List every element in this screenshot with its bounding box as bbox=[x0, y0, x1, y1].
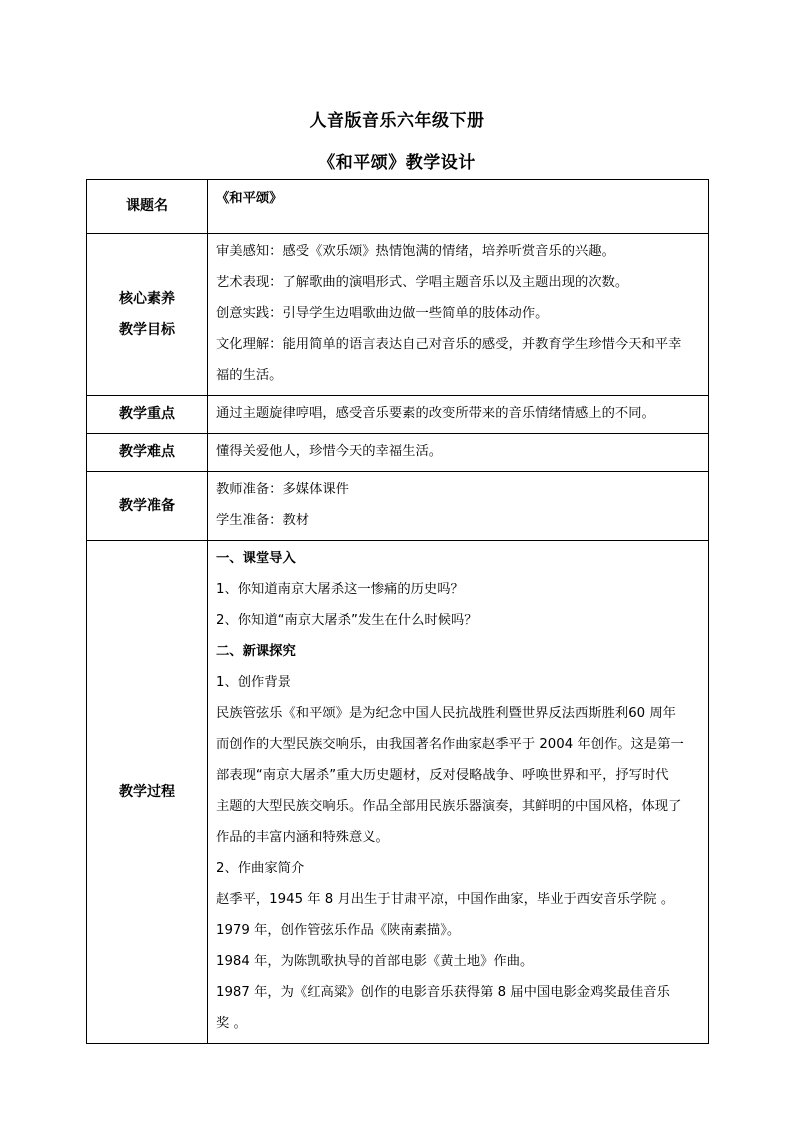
goal-line: 艺术表现：了解歌曲的演唱形式、学唱主题音乐以及主题出现的次数。 bbox=[216, 275, 629, 290]
composer-line: 1984 年，为陈凯歌执导的首部电影《黄土地》作曲。 bbox=[216, 954, 534, 969]
composer-line: 奖 。 bbox=[216, 1016, 247, 1031]
difficulties-content bbox=[208, 434, 709, 472]
difficulties-label: 教学难点 bbox=[87, 434, 208, 472]
goals-content bbox=[208, 234, 709, 396]
document-title: 人音版音乐六年级下册 bbox=[309, 111, 485, 131]
process-label: 教学过程 bbox=[87, 541, 208, 1044]
table-row-preparation bbox=[87, 472, 709, 541]
subsection-heading: 1、创作背景 bbox=[216, 675, 291, 690]
background-line: 民族管弦乐《和平颂》是为纪念中国人民抗战胜利暨世界反法西斯胜利60 周年 bbox=[216, 706, 676, 721]
section-heading: 二、新课探究 bbox=[216, 644, 296, 659]
preparation-content bbox=[208, 472, 709, 541]
background-line: 而创作的大型民族交响乐，由我国著名作曲家赵季平于 2004 年创作。这是第一 bbox=[216, 737, 684, 752]
question-line: 1、你知道南京大屠杀这一惨痛的历史吗？ bbox=[216, 582, 464, 597]
goals-label-line2: 教学目标 bbox=[119, 321, 175, 338]
key-points-label: 教学重点 bbox=[87, 396, 208, 434]
table-row-key-points bbox=[87, 396, 709, 434]
section-heading: 一、课堂导入 bbox=[216, 551, 296, 566]
document-subtitle: 《和平颂》教学设计 bbox=[318, 153, 476, 173]
goals-label bbox=[87, 234, 208, 396]
key-points-content bbox=[208, 396, 709, 434]
topic-value: 《和平颂》 bbox=[208, 180, 709, 234]
composer-line: 1979 年，创作管弦乐作品《陕南素描》。 bbox=[216, 923, 461, 938]
topic-label: 课题名 bbox=[87, 180, 208, 234]
key-points-value: 通过主题旋律哼唱，感受音乐要素的改变所带来的音乐情绪情感上的不同。 bbox=[216, 406, 655, 421]
question-line: 2、你知道“南京大屠杀”发生在什么时候吗？ bbox=[216, 613, 478, 628]
process-content bbox=[208, 541, 709, 1044]
preparation-label: 教学准备 bbox=[87, 472, 208, 541]
difficulties-value: 懂得关爱他人，珍惜今天的幸福生活。 bbox=[216, 444, 443, 459]
student-preparation: 学生准备：教材 bbox=[216, 513, 310, 528]
lesson-plan-table bbox=[86, 179, 709, 1044]
table-row-difficulties bbox=[87, 434, 709, 472]
teacher-preparation: 教师准备：多媒体课件 bbox=[216, 482, 349, 497]
composer-line: 1987 年，为《红高粱》创作的电影音乐获得第 8 届中国电影金鸡奖最佳音乐 bbox=[216, 985, 670, 1000]
background-line: 作品的丰富内涵和特殊意义。 bbox=[216, 830, 389, 845]
table-row-goals bbox=[87, 234, 709, 396]
goal-line: 福的生活。 bbox=[216, 368, 283, 383]
goals-label-line1: 核心素养 bbox=[119, 290, 175, 307]
subsection-heading: 2、作曲家简介 bbox=[216, 861, 305, 876]
background-line: 部表现“南京大屠杀”重大历史题材，反对侵略战争、呼唤世界和平，抒写时代 bbox=[216, 768, 669, 783]
table-row-process bbox=[87, 541, 709, 1044]
background-line: 主题的大型民族交响乐。作品全部用民族乐器演奏，其鲜明的中国风格，体现了 bbox=[216, 799, 682, 814]
goal-line: 审美感知：感受《欢乐颂》热情饱满的情绪，培养听赏音乐的兴趣。 bbox=[216, 244, 615, 259]
goal-line: 创意实践：引导学生边唱歌曲边做一些简单的肢体动作。 bbox=[216, 306, 549, 321]
goal-line: 文化理解：能用简单的语言表达自己对音乐的感受，并教育学生珍惜今天和平幸 bbox=[216, 337, 682, 352]
composer-line: 赵季平，1945 年 8 月出生于甘肃平凉，中国作曲家，毕业于西安音乐学院 。 bbox=[216, 892, 675, 907]
table-row-topic bbox=[87, 180, 709, 234]
